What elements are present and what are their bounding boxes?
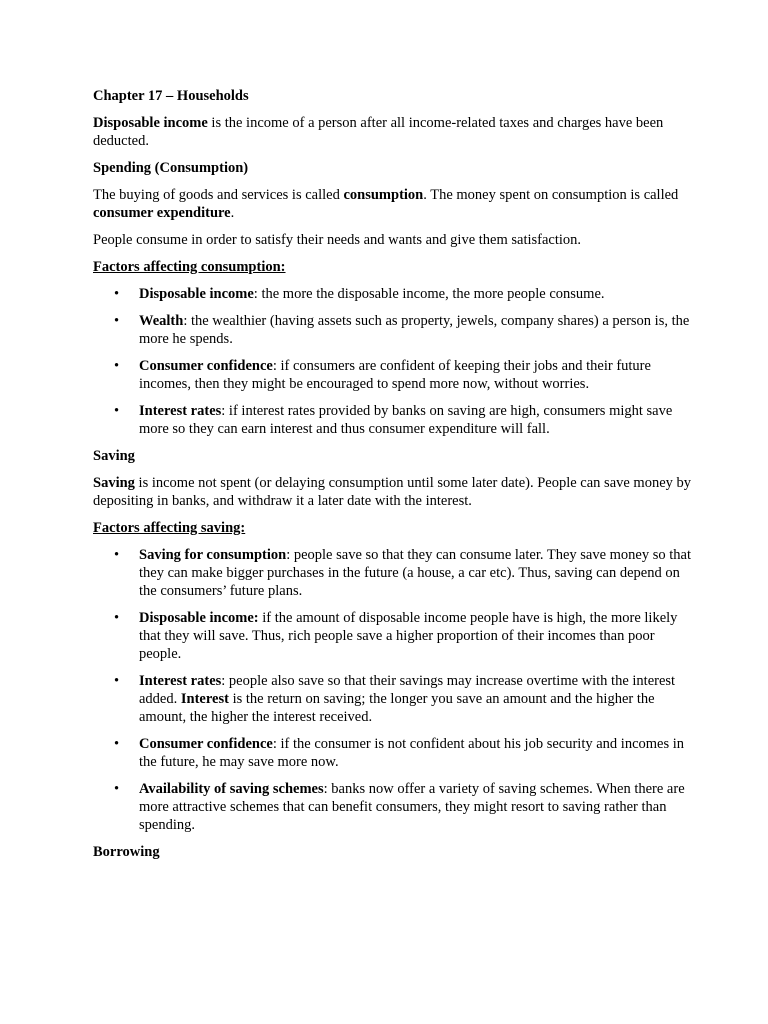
bullet-icon: • xyxy=(114,781,120,797)
bullet-icon: • xyxy=(114,610,120,626)
factor-text-2: is the return on saving; the longer you save an amount and the higher the amount, the higher the interest received. xyxy=(139,691,655,725)
consumption-text-1: The buying of goods and services is called xyxy=(93,187,344,203)
disposable-income-text: is the income of a person after all income-related taxes and charges have been deducted. xyxy=(93,115,664,149)
list-item xyxy=(93,780,693,834)
disposable-income-definition xyxy=(93,114,693,150)
saving-text: is income not spent (or delaying consumption until some later date). People can save money by depositing in banks, and withdraw it a later date with the interest. xyxy=(93,475,692,509)
saving-heading: Saving xyxy=(93,448,135,464)
saving-factors-list xyxy=(93,546,693,834)
factors-saving-heading: Factors affecting saving: xyxy=(93,520,246,536)
factor-term: Interest rates xyxy=(139,403,222,419)
factor-term: Availability of saving schemes xyxy=(139,781,324,797)
document-page xyxy=(93,87,693,870)
factor-term: Disposable income: xyxy=(139,610,259,626)
consumption-definition xyxy=(93,186,693,222)
factor-term: Wealth xyxy=(139,313,184,329)
bullet-icon: • xyxy=(114,736,120,752)
term-consumer-expenditure: consumer expenditure xyxy=(93,205,231,221)
consumption-text-2: . The money spent on consumption is called xyxy=(423,187,679,203)
factor-term-2: Interest xyxy=(180,691,229,707)
factor-term: Saving for consumption xyxy=(139,547,287,563)
bullet-icon: • xyxy=(114,547,120,563)
factor-term: Interest rates xyxy=(139,673,222,689)
factor-text: : the more the disposable income, the more people consume. xyxy=(253,286,605,302)
list-item xyxy=(93,672,693,726)
bullet-icon: • xyxy=(114,286,120,302)
list-item xyxy=(93,546,693,600)
factor-text: if the amount of disposable income people have is high, the more likely that they will save. Thus, rich people save a higher proportion of their incomes than poor people. xyxy=(139,610,678,662)
factor-text: : the wealthier (having assets such as property, jewels, company shares) a person is, the more he spends. xyxy=(139,313,690,347)
list-item xyxy=(93,402,693,438)
factor-term: Disposable income xyxy=(139,286,254,302)
saving-definition xyxy=(93,474,693,510)
term-consumption: consumption xyxy=(343,187,424,203)
consumption-text-3: . xyxy=(230,205,235,221)
spending-heading: Spending (Consumption) xyxy=(93,160,249,176)
bullet-icon: • xyxy=(114,358,120,374)
factor-text: : people also save so that their savings may increase overtime with the interest added. xyxy=(139,673,676,707)
factor-text: : if the consumer is not confident about his job security and incomes in the future, he may save more now. xyxy=(139,736,685,770)
bullet-icon: • xyxy=(114,673,120,689)
bullet-icon: • xyxy=(114,403,120,419)
list-item xyxy=(93,609,693,663)
factors-consumption-heading: Factors affecting consumption: xyxy=(93,259,286,275)
consumption-factors-list xyxy=(93,285,693,438)
term-disposable-income: Disposable income xyxy=(93,115,208,131)
chapter-title: Chapter 17 – Households xyxy=(93,88,249,104)
factor-text: : if consumers are confident of keeping their jobs and their future incomes, then they might be encouraged to spend more now, without worries. xyxy=(139,358,651,392)
factor-text: : people save so that they can consume later. They save money so that they can make bigger purchases in the future (a house, a car etc). Thus, saving can depend on the consumers’ future plans. xyxy=(139,547,691,599)
list-item xyxy=(93,285,693,303)
list-item xyxy=(93,735,693,771)
bullet-icon: • xyxy=(114,313,120,329)
factor-term: Consumer confidence xyxy=(139,358,273,374)
list-item xyxy=(93,312,693,348)
factor-text: : if interest rates provided by banks on saving are high, consumers might save more so they can earn interest and thus consumer expenditure will fall. xyxy=(139,403,673,437)
borrowing-heading: Borrowing xyxy=(93,844,160,860)
list-item xyxy=(93,357,693,393)
factor-text: : banks now offer a variety of saving schemes. When there are more attractive schemes that can benefit consumers, they might resort to saving rather than spending. xyxy=(139,781,685,833)
term-saving: Saving xyxy=(93,475,135,491)
factor-term: Consumer confidence xyxy=(139,736,273,752)
people-consume-paragraph: People consume in order to satisfy their needs and wants and give them satisfaction. xyxy=(93,232,582,248)
